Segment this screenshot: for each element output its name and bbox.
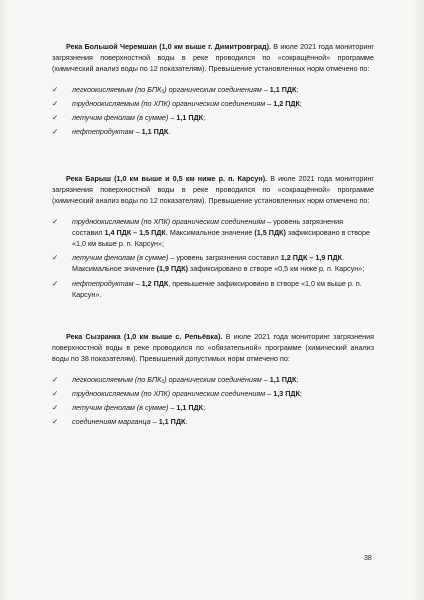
exceedance-list <box>52 216 374 300</box>
list-item: ✓ летучим фенолам (в сумме) – 1,1 ПДК; <box>52 113 206 123</box>
list-item: ✓ трудноокисляемым (по ХПК) органическим соединениям – 1,2 ПДК; <box>52 98 302 108</box>
section-paragraph: Река Большой Черемшан (1,0 км выше г. Димитровград). В июле 2021 года мониторинг загрязнения поверхностной воды в реке проводился по «сокращённой» программе (химический анализ воды по 12 показателям). Превышение установленных норм отмечено по: <box>52 42 374 74</box>
checkmark-icon: ✓ <box>52 113 59 123</box>
list-item: ✓ соединениям марганца – 1,1 ПДК. <box>52 417 188 427</box>
checkmark-icon: ✓ <box>52 98 59 108</box>
list-item: ✓ летучим фенолам (в сумме) – уровень загрязнения составил 1,2 ПДК – 1,9 ПДК. Максимальное значение (1,9 ПДК) зафиксировано в створе «0,5 км ниже р. п. Карсун»; <box>52 253 365 274</box>
section-heading: Река Сызранка (1,0 км выше с. Репьёвка). <box>66 332 223 341</box>
list-item: ✓ нефтепродуктам – 1,2 ПДК, превышение зафиксировано в створе «1,0 км выше р. п. Карсун». <box>52 278 362 299</box>
list-item: ✓ летучим фенолам (в сумме) – 1,1 ПДК; <box>52 403 206 413</box>
section-barysh <box>52 173 374 300</box>
exceedance-list <box>52 84 374 138</box>
exceedance-list <box>52 374 374 428</box>
checkmark-icon: ✓ <box>52 374 59 384</box>
checkmark-icon: ✓ <box>52 388 59 398</box>
checkmark-icon: ✓ <box>52 216 59 226</box>
checkmark-icon: ✓ <box>52 417 59 427</box>
section-paragraph: Река Сызранка (1,0 км выше с. Репьёвка). В июле 2021 года мониторинг загрязнения поверхностной воды в реке проводился по «обязательной» программе (химический анализ воды по 38 показателям). Превышений допустимых норм отмечено по: <box>52 332 375 364</box>
section-heading: Река Большой Черемшан (1,0 км выше г. Димитровград). <box>66 42 271 51</box>
list-item: ✓ трудноокисляемым (по ХПК) органическим соединениям – уровень загрязнения составил 1,4 ПДК – 1,5 ПДК. Максимальное значение (1,5 ПДК) зафиксировано в створе «1,0 км выше р. п. Карсун»; <box>52 216 371 249</box>
checkmark-icon: ✓ <box>52 84 59 94</box>
page-number: 38 <box>364 555 372 562</box>
list-item: ✓ легкоокисляемым (по БПК₅) органическим соединениям – 1,1 ПДК; <box>52 84 299 94</box>
checkmark-icon: ✓ <box>52 403 59 413</box>
checkmark-icon: ✓ <box>52 253 59 263</box>
checkmark-icon: ✓ <box>52 278 59 288</box>
list-item: ✓ нефтепродуктам – 1,1 ПДК. <box>52 127 171 137</box>
list-item: ✓ легкоокисляемым (по БПК₅) органическим соединениям – 1,1 ПДК; <box>52 374 299 384</box>
section-heading: Река Барыш (1,0 км выше и 0,5 км ниже р. п. Карсун). <box>66 174 268 183</box>
list-item: ✓ трудноокисляемым (по ХПК) органическим соединениям – 1,3 ПДК; <box>52 388 302 398</box>
section-paragraph: Река Барыш (1,0 км выше и 0,5 км ниже р. п. Карсун). В июле 2021 года мониторинг загрязнения поверхностной воды в реке проводился по «сокращённой» программе (химический анализ воды по 12 показателям). Превышение установленных норм отмечено по: <box>52 174 374 206</box>
section-syzranka <box>52 331 374 427</box>
section-bolshoy-cheremshan <box>52 41 374 137</box>
checkmark-icon: ✓ <box>52 127 59 137</box>
